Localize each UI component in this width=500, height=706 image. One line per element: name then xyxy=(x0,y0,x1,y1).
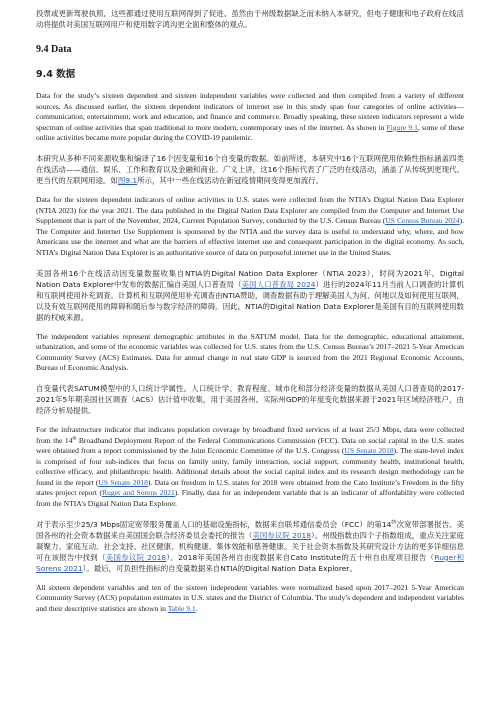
intro-text: 投票或更新驾驶执照，这些都通过使用互联网得到了促进。虽然由于州级数据缺乏而未纳入本研究，但电子健康和电子政府在线活动将提供对美国互联网用户和使用数字鸿沟更全面和整体的观点。 xyxy=(36,9,464,29)
census-bureau-citation-link[interactable]: US Census Bureau 2024 xyxy=(385,216,460,226)
paragraph-3-en: The independent variables represent demographic attributes in the SATUM model. Data for the demographic, educational attainment, urbanization, and some of the economic variables was collected for U.S. states from the U.S. Census Bureau’s 2017–2021 5-Year American Community Survey (ACS) Estimates. Data for annual change in real state GDP is sourced from the 2021 Regional Economic Accounts, Bureau of Economic Analysis. xyxy=(36,331,464,373)
text: Data for the study’s sixteen dependent and sixteen independent variables were collected and then compiled from a variety of different sources. As discussed earlier, the sixteen dependent indicators of internet use in this study span four categories of online activities—communication, entertainment, work and education, and finance and commerce. Broadly speaking, these sixteen indicators represent a wide spectrum of online activities that span traditional to more modern, contemporary uses of the internet. As shown in xyxy=(36,91,464,132)
census-bureau-citation-link-cn[interactable]: 美国人口普查局 2024 xyxy=(241,279,316,289)
text: ). Data on freedom in U.S. states for 2018 were obtained from the Cato Institute’s Freedom in the fifty states project report ( xyxy=(36,477,464,498)
ruger-sorens-citation-link-cn[interactable]: Ruger和Sorens 2021 xyxy=(36,552,465,573)
text: 所示，其中一些在线活动在新冠疫情期间变得更加流行。 xyxy=(137,175,324,185)
text: 美国各州16个在线活动因变量数据收集自NTIA的Digital Nation Data Explorer（NTIA 2023），时间为2021年。Digital Nation Data Explorer中发布的数据汇编自美国人口普查局（ xyxy=(36,268,464,289)
text: , some of these online activities became more popular during the COVID-19 pandemic. xyxy=(36,122,464,143)
text: ). The state-level index is comprised of four sub-indices that focus on family unity, family interaction, social support, community health, institutional health, collective efficacy, and philanthropic health. Additional details about the social capital index and its research design methodology can be found in the report ( xyxy=(36,446,465,487)
text: ）。最后，可负担性指标的自变量数据来自NTIA的Digital Nation Data Explorer。 xyxy=(82,563,357,573)
figure-9-1-link-cn[interactable]: 图9.1 xyxy=(117,175,138,185)
paragraph-3-cn: 自变量代表SATUM模型中的人口统计学属性。人口统计学、教育程度、城市化和部分经济变量的数据从美国人口普查局的2017-2021年5年期美国社区调查（ACS）估计值中收集，用于美国各州。实际州GDP的年度变化数据来源于2021年区域经济账户，由经济分析局提供。 xyxy=(36,383,464,415)
us-senate-citation-link-cn-2[interactable]: 美国参议院 2018 xyxy=(105,552,167,562)
text: Broadband Deployment Report of the Federal Communications Commission (FCC). Data on social capital in the U.S. states were obtained from a report commissioned by the Joint Economic Committee of the U.S. Congress ( xyxy=(36,435,464,456)
text: ). The Computer and Internet Use Supplement is sponsored by the NTIA and the survey data is useful to understand why, where, and how Americans use the internet and what are the barriers of effective internet use and consequent participation in the digital economy. As such, NTIA’s Digital Nation Data Explorer is an authoritative source of data on purposeful internet use in the United States. xyxy=(36,216,465,257)
superscript: th xyxy=(391,519,397,526)
text: 对于表示至少25/3 Mbps固定宽带服务覆盖人口的基础设施指标，数据来自联邦通信委员会（FCC）的第14 xyxy=(36,519,392,529)
text: . xyxy=(195,603,198,613)
text: 本研究从多种不同来源收集和编译了16个因变量和16个自变量的数据。如前所述，本研究中16个互联网使用依赖性指标涵盖四类在线活动——通信、娱乐、工作和教育以及金融和商业。广义上讲，这16个指标代表了广泛的在线活动，涵盖了从传统到更现代、更当代的互联网用途。如 xyxy=(36,153,464,185)
table-9-1-link[interactable]: Table 9.1 xyxy=(167,603,196,613)
figure-9-1-link[interactable]: Figure 9.1 xyxy=(386,122,418,132)
paragraph-2-cn xyxy=(36,268,464,323)
text: All sixteen dependent variables and ten of the sixteen independent variables were normalized based upon 2017–2021 5-Year American Community Survey (ACS) population estimates in U.S. states and the District of Columbia. The study’s dependent and independent variables and their descriptive statistics are shown in xyxy=(36,582,464,613)
text: ）。州级指数由四个子指数组成，重点关注家庭凝聚力、家庭互动、社会支持、社区健康、机构健康、集体效能和慈善健康。关于社会资本指数及其研究设计方法的更多详细信息可在该报告中找到（ xyxy=(36,530,464,562)
ruger-sorens-citation-link[interactable]: Ruger and Sorens 2021 xyxy=(102,488,175,498)
intro-paragraph-cn xyxy=(36,8,464,30)
superscript: th xyxy=(72,435,77,441)
section-heading-cn: 9.4 数据 xyxy=(36,69,76,80)
paragraph-4-cn xyxy=(36,519,464,574)
text: ). Finally, data for an independent variable that is an indicator of affordability were collected from the NTIA’s Digital Nation Data Explorer. xyxy=(36,488,465,509)
text: ）进行的2024年11月当前人口调查的计算机和互联网使用补充调查。计算机和互联网使用补充调查由NTIA赞助，调查数据有助于理解美国人为何、何地以及如何使用互联网，以及有效互联网使用的障碍和随后参与数字经济的障碍。因此，NTIA的Digital Nation Data Explorer是美国有目的互联网使用数据的权威来源。 xyxy=(36,279,464,322)
paragraph-1-cn xyxy=(36,153,464,186)
paragraph-5-en xyxy=(36,583,464,615)
text: Data for the sixteen dependent indicators of online activities in U.S. states were collected from the NTIA’s Digital Nation Data Explorer (NTIA 2023) for the year 2021. The data published in the Digital Nation Data Explorer are compiled from the Computer and Internet Use Supplement that is part of the November, 2024, Current Population Survey, conducted by the U.S. Census Bureau ( xyxy=(36,194,464,226)
us-senate-citation-link[interactable]: US Senate 2018 xyxy=(344,446,394,456)
us-senate-citation-link-cn[interactable]: 美国参议院 2018 xyxy=(252,530,312,540)
paragraph-1-en xyxy=(36,91,464,144)
paragraph-4-en xyxy=(36,425,464,510)
text: ）。2018年美国各州自由度数据来自Cato Institute的五十州自由度项目报告（ xyxy=(166,552,435,562)
section-heading-en: 9.4 Data xyxy=(36,44,72,55)
text: For the infrastructure indicator that indicates population coverage by broadband fixed services of at least 25/3 Mbps, data were collected from the 14 xyxy=(36,424,464,445)
text: 次宽带部署报告。美国各州的社会资本数据来自美国国会联合经济委员会委托的报告（ xyxy=(36,519,465,540)
us-senate-citation-link-2[interactable]: US Senate 2018 xyxy=(98,477,148,487)
paragraph-2-en xyxy=(36,195,464,259)
